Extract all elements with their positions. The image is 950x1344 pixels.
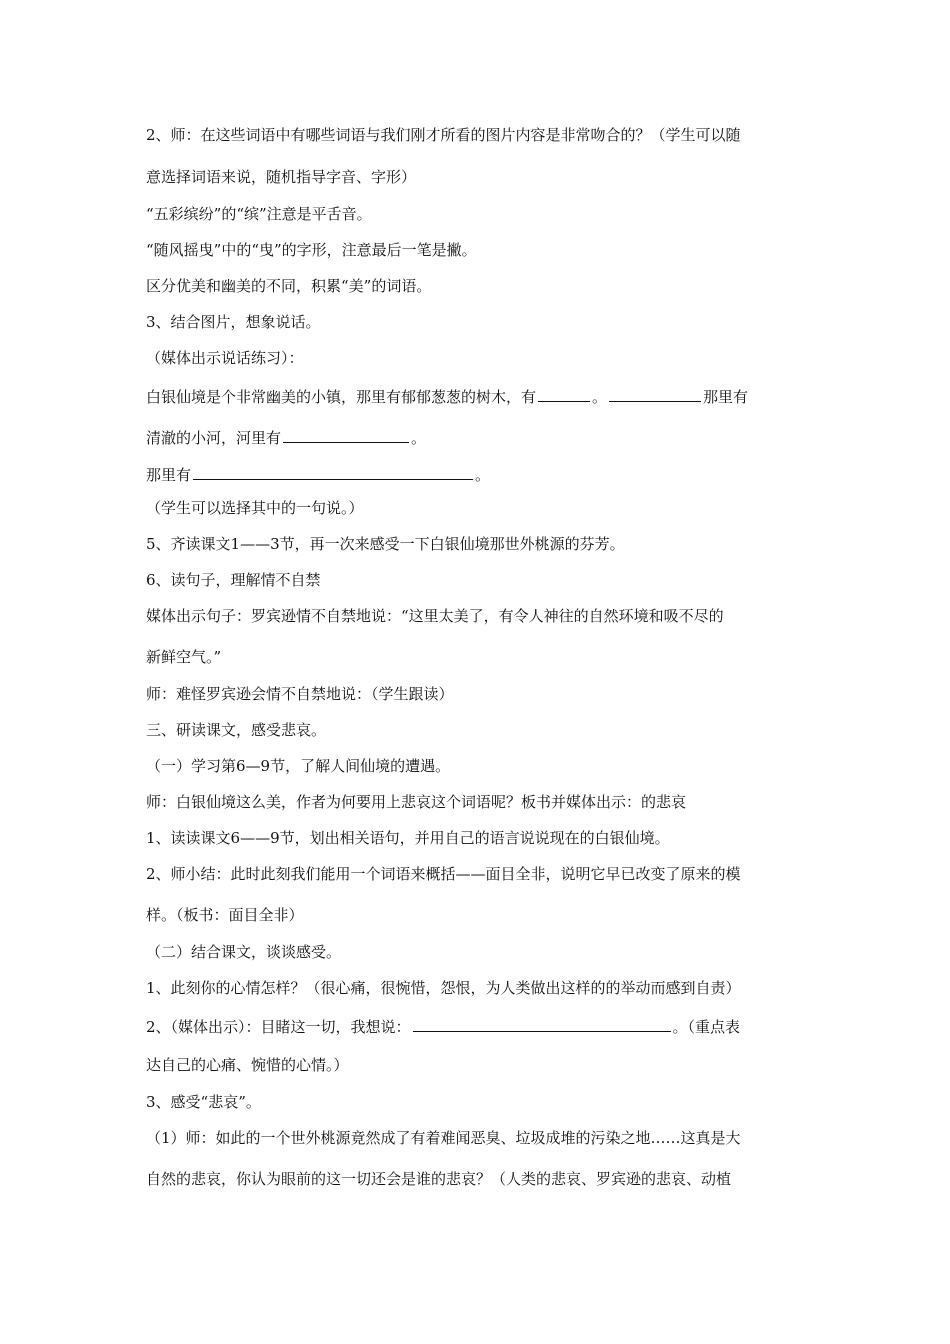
paragraph-line: “随风摇曳”中的“曳”的字形，注意最后一笔是撇。 [146,241,477,259]
paragraph-line: 三、研读课文，感受悲哀。 [146,721,327,739]
paragraph-line: 自然的悲哀，你认为眼前的这一切还会是谁的悲哀？（人类的悲哀、罗宾逊的悲哀、动植 [146,1170,732,1188]
fill-in-line [146,465,490,483]
paragraph-line: （1）师：如此的一个世外桃源竟然成了有着难闻恶臭、垃圾成堆的污染之地……这真是大 [146,1129,741,1147]
paragraph-line: 1、此刻你的心情怎样？（很心痛，很惋惜，怨恨，为人类做出这样的的举动而感到自责） [146,979,741,997]
fill-in-text: 那里有 [146,466,192,484]
answer-blank [193,465,473,480]
answer-blank [283,428,409,443]
fill-in-text: 2、（媒体出示）：目睹这一切，我想说： [146,1018,411,1036]
paragraph-line: （学生可以选择其中的一句说。） [146,499,364,517]
fill-in-line [146,387,748,405]
fill-in-text: 。 [475,466,491,484]
fill-in-text: 。（重点表 [672,1018,741,1036]
paragraph-line: 1、读读课文6——9节，划出相关语句，并用自己的语言说说现在的白银仙境。 [146,829,670,847]
paragraph-line: 5、齐读课文1——3节，再一次来感受一下白银仙境那世外桃源的芬芳。 [146,535,625,553]
paragraph-line: 新鲜空气。” [146,648,222,666]
paragraph-line: 区分优美和幽美的不同，积累“美”的词语。 [146,277,432,295]
fill-in-text: 。 [592,388,608,406]
fill-in-text: 。 [411,429,427,447]
fill-in-text: 白银仙境是个非常幽美的小镇，那里有郁郁葱葱的树木，有 [146,388,537,406]
answer-blank [413,1017,671,1032]
answer-blank [538,387,590,402]
paragraph-line: 师：难怪罗宾逊会情不自禁地说：（学生跟读） [146,685,454,703]
paragraph-line: 师：白银仙境这么美，作者为何要用上悲哀这个词语呢？板书并媒体出示：的悲哀 [146,793,687,811]
paragraph-line: （一）学习第6—9节，了解人间仙境的遭遇。 [146,757,451,775]
answer-blank [609,387,701,402]
paragraph-line: （媒体出示说话练习）： [146,349,304,367]
paragraph-line: 媒体出示句子：罗宾逊情不自禁地说：“这里太美了，有令人神往的自然环境和吸不尽的 [146,607,724,625]
fill-in-text: 那里有 [703,388,749,406]
fill-in-line [146,428,426,446]
paragraph-line: 6、读句子，理解情不自禁 [146,571,321,589]
paragraph-line: “五彩缤纷”的“缤”注意是平舌音。 [146,205,372,223]
paragraph-line: 意选择词语来说，随机指导字音、字形） [146,168,417,186]
paragraph-line: （二）结合课文，谈谈感受。 [146,943,342,961]
paragraph-line: 2、师小结：此时此刻我们能用一个词语来概括——面目全非，说明它早已改变了原来的模 [146,865,741,883]
paragraph-line: 3、结合图片，想象说话。 [146,313,321,331]
fill-in-text: 清澈的小河，河里有 [146,429,282,447]
paragraph-line: 3、感受“悲哀”。 [146,1093,261,1111]
paragraph-line: 样。（板书：面目全非） [146,906,304,924]
paragraph-line: 2、师：在这些词语中有哪些词语与我们刚才所看的图片内容是非常吻合的？（学生可以随 [146,126,741,144]
paragraph-line: 达自己的心痛、惋惜的心情。） [146,1056,349,1074]
fill-in-line [146,1017,740,1035]
